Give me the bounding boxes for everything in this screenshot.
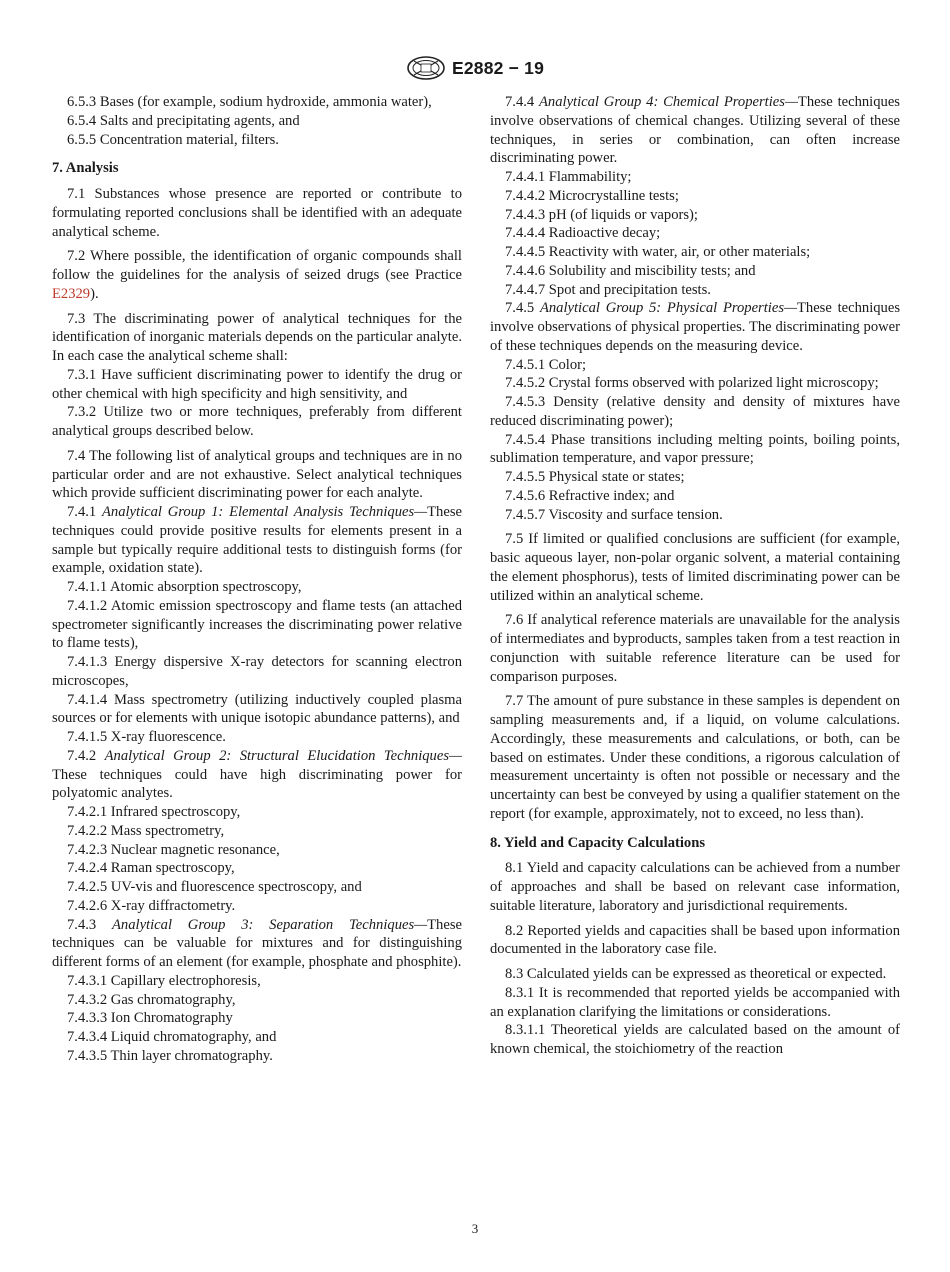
para-7-4-4-number: 7.4.4 xyxy=(505,94,539,110)
para-7-4-3-4: 7.4.3.4 Liquid chromatography, and xyxy=(67,1029,277,1045)
para-7-4-3-3: 7.4.3.3 Ion Chromatography xyxy=(67,1010,233,1027)
para-8-3: 8.3 Calculated yields can be expressed as theoretical or expected. xyxy=(505,966,887,982)
para-7-4-3-2: 7.4.3.2 Gas chromatography, xyxy=(67,991,236,1008)
para-7-3-1: 7.3.1 Have sufficient discriminating power to identify the drug or other chemical with high specificity and high sensitivity, and xyxy=(52,366,462,402)
para-7-2 xyxy=(52,247,462,303)
para-7-4-2-title: Analytical Group 2: Structural Elucidation Techniques— xyxy=(104,747,462,764)
para-7-4-5-body: These techniques involve observations of physical properties. The discriminating power of these techniques depends on the measuring device. xyxy=(490,300,900,354)
para-8-1: 8.1 Yield and capacity calculations can be achieved from a number of approaches and shall be based on relevant case information, suitable literature, laboratory and jurisdictional requirements. xyxy=(490,860,900,914)
para-7-4-5-7: 7.4.5.7 Viscosity and surface tension. xyxy=(505,506,723,523)
para-7-4-1-body: These techniques could provide positive results for elements present in a sample but typically require additional tests to distinguish forms (for example, oxidation state). xyxy=(52,504,462,577)
para-7-4-2-2: 7.4.2.2 Mass spectrometry, xyxy=(67,822,225,839)
para-7-4-4-5: 7.4.4.5 Reactivity with water, air, or other materials; xyxy=(505,244,811,260)
para-7-4-5-5: 7.4.5.5 Physical state or states; xyxy=(505,469,685,485)
page-header xyxy=(0,52,950,84)
para-7-3-2: 7.3.2 Utilize two or more techniques, preferably from different analytical groups described below. xyxy=(52,404,462,439)
para-7-4-2-1: 7.4.2.1 Infrared spectroscopy, xyxy=(67,804,241,820)
document-id: E2882 − 19 xyxy=(451,57,544,78)
para-7-4-1-3: 7.4.1.3 Energy dispersive X-ray detectors for scanning electron microscopes, xyxy=(52,654,462,689)
astm-logo xyxy=(406,55,446,81)
para-7-4-1-4: 7.4.1.4 Mass spectrometry (utilizing inductively coupled plasma sources or for elements with unique isotopic abundance patterns), and xyxy=(52,691,462,727)
para-7-4-4-3: 7.4.4.3 pH (of liquids or vapors); xyxy=(505,206,698,223)
para-7-4-4-1: 7.4.4.1 Flammability; xyxy=(505,169,632,185)
para-7-4-2-3: 7.4.2.3 Nuclear magnetic resonance, xyxy=(67,841,280,858)
para-7-4-5 xyxy=(490,299,900,355)
para-7-4-1-number: 7.4.1 xyxy=(67,504,102,520)
para-7-4-1-1: 7.4.1.1 Atomic absorption spectroscopy, xyxy=(67,579,302,595)
para-7-4-2-4: 7.4.2.4 Raman spectroscopy, xyxy=(67,860,235,877)
para-7-4-3-body: These techniques can be valuable for mixtures and for distinguishing different forms of an element (for example, phosphate and phosphite). xyxy=(52,916,462,970)
para-7-4-4-6: 7.4.4.6 Solubility and miscibility tests; and xyxy=(505,262,756,279)
para-6-5-5: 6.5.5 Concentration material, filters. xyxy=(67,131,279,148)
para-8-2: 8.2 Reported yields and capacities shall be based upon information documented in the laboratory case file. xyxy=(490,922,900,958)
para-7-4: 7.4 The following list of analytical groups and techniques are in no particular order and are not exhaustive. Select analytical techniques which provide sufficient discriminating power for each analyte. xyxy=(52,447,462,502)
section-heading-7: 7. Analysis xyxy=(52,160,119,177)
para-7-4-4 xyxy=(490,93,900,168)
para-7-4-1-2: 7.4.1.2 Atomic emission spectroscopy and flame tests (an attached spectrometer significantly increases the discriminating power relative to flame tests), xyxy=(52,597,462,652)
para-7-4-5-6: 7.4.5.6 Refractive index; and xyxy=(505,487,675,504)
para-6-5-3: 6.5.3 Bases (for example, sodium hydroxide, ammonia water), xyxy=(67,94,432,110)
para-7-4-2-number: 7.4.2 xyxy=(67,747,105,764)
para-7-3: 7.3 The discriminating power of analytical techniques for the identification of inorganic materials depends on the particular analyte. In each case the analytical scheme shall: xyxy=(52,310,462,364)
para-8-3-1-1: 8.3.1.1 Theoretical yields are calculated based on the amount of known chemical, the stoichiometry of the reaction xyxy=(490,1022,900,1057)
para-7-4-4-7: 7.4.4.7 Spot and precipitation tests. xyxy=(505,281,711,298)
para-7-7: 7.7 The amount of pure substance in these samples is dependent on sampling measurements and, if a liquid, on volume calculations. Accordingly, these measurements and calculations, or both, can be based on estimates. Under these conditions, a rigorous calculation of measurement uncertainty is often not possible or necessary and the uncertainty can best be conveyed by using a qualifier statement on the report (for example, approximately, not to exceed, no less than). xyxy=(490,693,900,822)
para-7-4-1-title: Analytical Group 1: Elemental Analysis Techniques— xyxy=(101,504,428,520)
para-7-4-3-1: 7.4.3.1 Capillary electrophoresis, xyxy=(67,972,261,989)
para-7-4-5-number: 7.4.5 xyxy=(505,300,540,317)
para-7-4-5-title: Analytical Group 5: Physical Properties— xyxy=(539,300,797,317)
para-7-4-1-5: 7.4.1.5 X-ray fluorescence. xyxy=(67,729,226,745)
para-7-4-5-1: 7.4.5.1 Color; xyxy=(505,356,587,373)
para-7-4-5-2: 7.4.5.2 Crystal forms observed with polarized light microscopy; xyxy=(505,375,879,392)
page-number: 3 xyxy=(471,1221,479,1236)
para-7-4-4-2: 7.4.4.2 Microcrystalline tests; xyxy=(505,187,679,204)
para-7-4-4-body: These techniques involve observations of chemical changes. Utilizing several of these techniques, in series or combination, can often increase discriminating power. xyxy=(490,94,900,167)
para-7-4-3-title: Analytical Group 3: Separation Techniques— xyxy=(112,916,428,933)
para-7-4-3 xyxy=(52,916,462,972)
para-7-5: 7.5 If limited or qualified conclusions are sufficient (for example, basic aqueous layer, non-polar organic solvent, a material containing the element phosphorus), tests of limited discriminating power can be utilized within an analytical scheme. xyxy=(490,531,900,604)
para-7-4-2-6: 7.4.2.6 X-ray diffractometry. xyxy=(67,897,236,914)
para-7-6: 7.6 If analytical reference materials are unavailable for the analysis of intermediates and byproducts, samples taken from a test reaction in conjunction with suitable reference literature can be used for comparison purposes. xyxy=(490,612,900,685)
para-7-4-2-5: 7.4.2.5 UV-vis and fluorescence spectroscopy, and xyxy=(67,879,362,895)
para-7-4-1 xyxy=(52,503,462,578)
para-7-4-2-body: These techniques could have high discriminating power for polyatomic analytes. xyxy=(52,766,462,802)
para-7-4-3-number: 7.4.3 xyxy=(67,916,113,933)
practice-e2329-link[interactable]: E2329 xyxy=(52,285,91,302)
left-column xyxy=(52,93,462,1066)
para-7-1: 7.1 Substances whose presence are reported or contribute to formulating reported conclusions shall be identified with an adequate analytical scheme. xyxy=(52,186,462,240)
para-7-4-5-4: 7.4.5.4 Phase transitions including melting points, boiling points, sublimation temperature, and vapor pressure; xyxy=(490,431,900,467)
para-6-5-4: 6.5.4 Salts and precipitating agents, and xyxy=(67,112,300,129)
para-7-2-end: ). xyxy=(90,285,99,302)
para-7-4-2 xyxy=(52,747,462,803)
para-8-3-1: 8.3.1 It is recommended that reported yields be accompanied with an explanation clarifying the limitations or considerations. xyxy=(490,984,900,1020)
para-7-4-4-4: 7.4.4.4 Radioactive decay; xyxy=(505,225,661,242)
para-7-4-4-title: Analytical Group 4: Chemical Properties— xyxy=(539,94,798,110)
section-heading-8: 8. Yield and Capacity Calculations xyxy=(490,834,706,851)
right-column xyxy=(490,93,900,1059)
para-7-2-text: 7.2 Where possible, the identification of organic compounds shall follow the guidelines for the analysis of seized drugs (see Practice xyxy=(52,248,462,283)
para-7-4-5-3: 7.4.5.3 Density (relative density and density of mixtures have reduced discriminating power); xyxy=(490,394,900,429)
para-7-4-3-5: 7.4.3.5 Thin layer chromatography. xyxy=(67,1047,273,1064)
